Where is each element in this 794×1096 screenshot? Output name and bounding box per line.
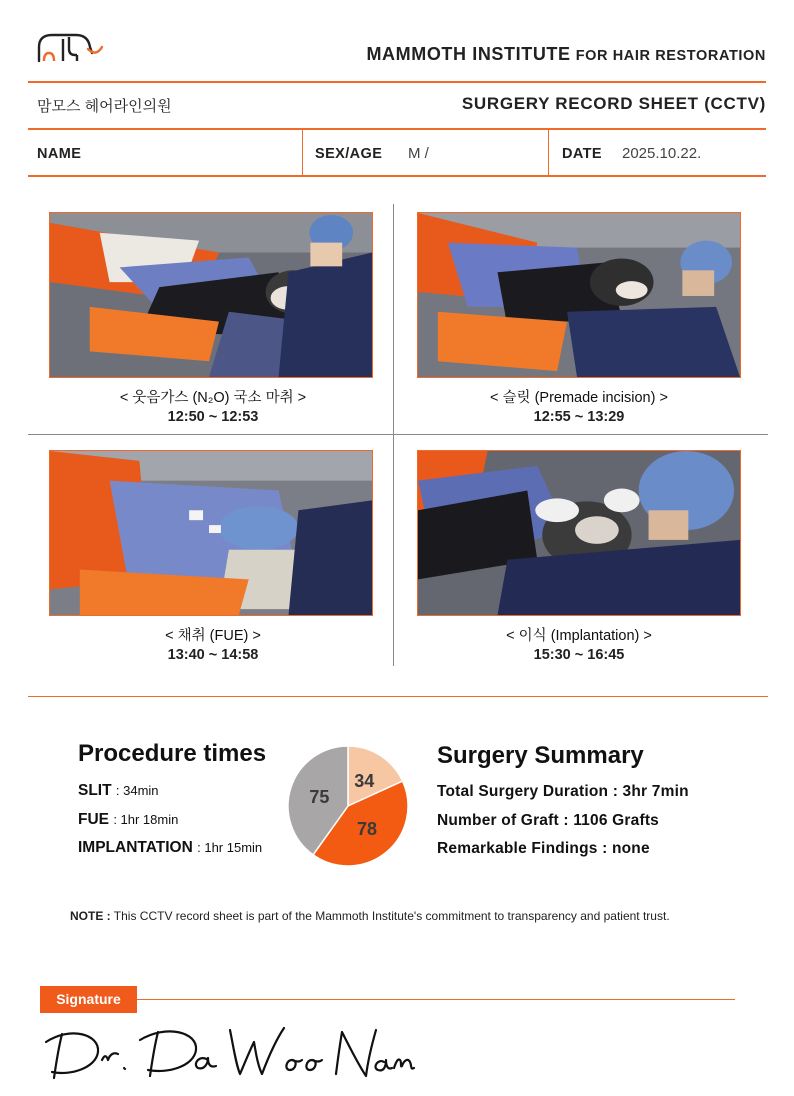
procedure-row-slit [78, 782, 159, 800]
sheet-title: SURGERY RECORD SHEET (CCTV) [461, 94, 766, 113]
signature-badge: Signature [40, 986, 137, 1013]
grid-divider-vertical [393, 204, 394, 666]
summary-duration: Total Surgery Duration : 3hr 7min [437, 783, 689, 800]
procedure-value: : 1hr 15min [197, 840, 263, 855]
procedure-label: IMPLANTATION [78, 839, 193, 856]
photo-time: 12:55 ~ 13:29 [533, 409, 625, 425]
pie-label-slit: 34 [354, 770, 375, 791]
photo-time: 13:40 ~ 14:58 [167, 647, 259, 663]
photo-title: < 슬릿 (Premade incision) > [490, 390, 668, 406]
photo-caption-fue [48, 624, 378, 663]
photo-caption-slit [414, 386, 744, 425]
mammoth-logo-icon [36, 27, 108, 67]
note [70, 909, 670, 923]
photo-title: < 이식 (Implantation) > [506, 628, 652, 644]
pie-label-implantation: 75 [309, 786, 330, 807]
section-divider [28, 696, 768, 697]
date-label: DATE [562, 146, 602, 162]
institute-name [352, 44, 766, 65]
clinic-korean-name: 맘모스 헤어라인의원 [37, 98, 172, 115]
procedure-row-implantation [78, 839, 262, 857]
procedure-value: : 1hr 18min [113, 812, 179, 827]
photo-caption-implantation [414, 624, 744, 663]
surgery-photo-anesthesia [49, 212, 373, 378]
info-separator [302, 130, 303, 176]
photo-title: < 웃음가스 (N₂O) 국소 마취 > [119, 390, 307, 406]
photo-time: 12:50 ~ 12:53 [167, 409, 259, 425]
note-label: NOTE : [70, 909, 111, 923]
procedure-title: Procedure times [78, 740, 267, 767]
photo-caption-anesthesia [48, 386, 378, 425]
date-value: 2025.10.22. [622, 145, 702, 162]
info-divider [28, 175, 766, 177]
photo-time: 15:30 ~ 16:45 [533, 647, 625, 663]
procedure-label: SLIT [78, 782, 112, 799]
procedure-pie-chart [288, 746, 408, 866]
info-separator [548, 130, 549, 176]
institute-sub: FOR HAIR RESTORATION [575, 48, 766, 64]
surgery-photo-fue [49, 450, 373, 616]
header-divider [28, 81, 766, 83]
sexage-value: M / [408, 145, 429, 162]
summary-findings: Remarkable Findings : none [437, 840, 650, 857]
signature-line [137, 999, 735, 1000]
institute-main: MAMMOTH INSTITUTE [366, 44, 571, 64]
sexage-label: SEX/AGE [315, 146, 383, 162]
handwritten-signature [40, 1020, 420, 1084]
surgery-photo-implantation [417, 450, 741, 616]
surgery-photo-slit [417, 212, 741, 378]
procedure-value: : 34min [115, 783, 159, 798]
grid-divider-horizontal [28, 434, 768, 435]
summary-grafts: Number of Graft : 1106 Grafts [437, 812, 659, 829]
title-divider [28, 128, 766, 130]
photo-title: < 채취 (FUE) > [165, 628, 261, 644]
summary-title: Surgery Summary [437, 742, 644, 769]
procedure-row-fue [78, 811, 178, 829]
procedure-label: FUE [78, 811, 109, 828]
note-text: This CCTV record sheet is part of the Mammoth Institute's commitment to transparency and patient trust. [113, 909, 670, 923]
name-label: NAME [37, 146, 82, 162]
pie-label-fue: 78 [357, 819, 378, 840]
